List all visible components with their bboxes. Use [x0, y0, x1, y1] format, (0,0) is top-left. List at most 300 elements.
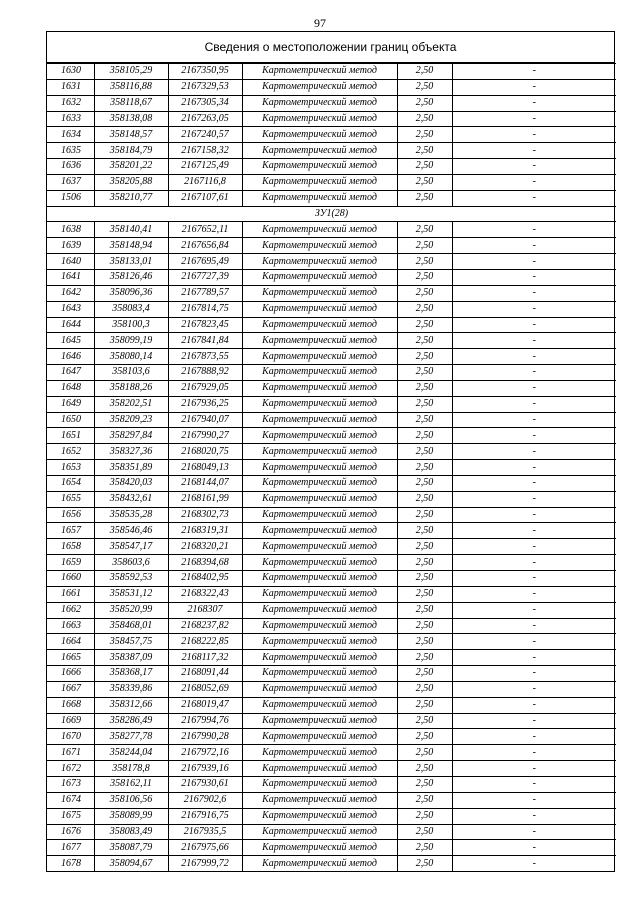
tolerance-cell: -	[452, 396, 616, 412]
tolerance-cell: -	[452, 222, 616, 238]
method-cell: Картометрический метод	[242, 681, 397, 697]
x-coordinate-cell: 358103,6	[94, 365, 168, 381]
x-coordinate-cell: 358100,3	[94, 317, 168, 333]
point-number-cell: 1642	[47, 285, 94, 301]
x-coordinate-cell: 358188,26	[94, 380, 168, 396]
x-coordinate-cell: 358286,49	[94, 713, 168, 729]
precision-cell: 2,50	[397, 365, 452, 381]
coordinates-table	[47, 63, 616, 871]
x-coordinate-cell: 358201,22	[94, 159, 168, 175]
precision-cell: 2,50	[397, 269, 452, 285]
table-row	[47, 380, 616, 396]
tolerance-cell: -	[452, 460, 616, 476]
table-row	[47, 333, 616, 349]
table-row	[47, 365, 616, 381]
method-cell: Картометрический метод	[242, 317, 397, 333]
tolerance-cell: -	[452, 380, 616, 396]
precision-cell: 2,50	[397, 856, 452, 871]
y-coordinate-cell: 2167935,5	[168, 824, 242, 840]
y-coordinate-cell: 2167841,84	[168, 333, 242, 349]
x-coordinate-cell: 358140,41	[94, 222, 168, 238]
precision-cell: 2,50	[397, 444, 452, 460]
precision-cell: 2,50	[397, 713, 452, 729]
precision-cell: 2,50	[397, 64, 452, 80]
y-coordinate-cell: 2167350,95	[168, 64, 242, 80]
x-coordinate-cell: 358387,09	[94, 650, 168, 666]
y-coordinate-cell: 2167329,53	[168, 79, 242, 95]
table-row	[47, 301, 616, 317]
x-coordinate-cell: 358148,94	[94, 238, 168, 254]
table-row	[47, 729, 616, 745]
tolerance-cell: -	[452, 143, 616, 159]
y-coordinate-cell: 2167888,92	[168, 365, 242, 381]
table-row	[47, 618, 616, 634]
method-cell: Картометрический метод	[242, 697, 397, 713]
precision-cell: 2,50	[397, 222, 452, 238]
point-number-cell: 1638	[47, 222, 94, 238]
precision-cell: 2,50	[397, 571, 452, 587]
point-number-cell: 1506	[47, 190, 94, 206]
method-cell: Картометрический метод	[242, 586, 397, 602]
precision-cell: 2,50	[397, 412, 452, 428]
precision-cell: 2,50	[397, 507, 452, 523]
y-coordinate-cell: 2167930,61	[168, 776, 242, 792]
point-number-cell: 1639	[47, 238, 94, 254]
point-number-cell: 1653	[47, 460, 94, 476]
precision-cell: 2,50	[397, 254, 452, 270]
table-row	[47, 222, 616, 238]
tolerance-cell: -	[452, 254, 616, 270]
tolerance-cell: -	[452, 428, 616, 444]
method-cell: Картометрический метод	[242, 856, 397, 871]
y-coordinate-cell: 2168320,21	[168, 539, 242, 555]
point-number-cell: 1641	[47, 269, 94, 285]
precision-cell: 2,50	[397, 650, 452, 666]
x-coordinate-cell: 358209,23	[94, 412, 168, 428]
x-coordinate-cell: 358080,14	[94, 349, 168, 365]
x-coordinate-cell: 358148,57	[94, 127, 168, 143]
tolerance-cell: -	[452, 697, 616, 713]
tolerance-cell: -	[452, 681, 616, 697]
method-cell: Картометрический метод	[242, 365, 397, 381]
table-row	[47, 808, 616, 824]
x-coordinate-cell: 358106,56	[94, 792, 168, 808]
point-number-cell: 1672	[47, 761, 94, 777]
x-coordinate-cell: 358327,36	[94, 444, 168, 460]
tolerance-cell: -	[452, 618, 616, 634]
precision-cell: 2,50	[397, 634, 452, 650]
table-row	[47, 681, 616, 697]
table-row	[47, 792, 616, 808]
point-number-cell: 1665	[47, 650, 94, 666]
y-coordinate-cell: 2168161,99	[168, 491, 242, 507]
point-number-cell: 1643	[47, 301, 94, 317]
tolerance-cell: -	[452, 776, 616, 792]
point-number-cell: 1637	[47, 174, 94, 190]
method-cell: Картометрический метод	[242, 745, 397, 761]
y-coordinate-cell: 2168020,75	[168, 444, 242, 460]
tolerance-cell: -	[452, 64, 616, 80]
point-number-cell: 1659	[47, 555, 94, 571]
y-coordinate-cell: 2167656,84	[168, 238, 242, 254]
point-number-cell: 1676	[47, 824, 94, 840]
tolerance-cell: -	[452, 444, 616, 460]
x-coordinate-cell: 358094,67	[94, 856, 168, 871]
table-row	[47, 491, 616, 507]
tolerance-cell: -	[452, 840, 616, 856]
x-coordinate-cell: 358520,99	[94, 602, 168, 618]
tolerance-cell: -	[452, 824, 616, 840]
precision-cell: 2,50	[397, 190, 452, 206]
point-number-cell: 1634	[47, 127, 94, 143]
method-cell: Картометрический метод	[242, 555, 397, 571]
method-cell: Картометрический метод	[242, 159, 397, 175]
y-coordinate-cell: 2168019,47	[168, 697, 242, 713]
y-coordinate-cell: 2168402,95	[168, 571, 242, 587]
x-coordinate-cell: 358162,11	[94, 776, 168, 792]
y-coordinate-cell: 2168302,73	[168, 507, 242, 523]
table-row	[47, 428, 616, 444]
precision-cell: 2,50	[397, 729, 452, 745]
point-number-cell: 1656	[47, 507, 94, 523]
x-coordinate-cell: 358603,6	[94, 555, 168, 571]
precision-cell: 2,50	[397, 79, 452, 95]
table-row	[47, 697, 616, 713]
table-row	[47, 713, 616, 729]
tolerance-cell: -	[452, 856, 616, 871]
x-coordinate-cell: 358277,78	[94, 729, 168, 745]
table-row	[47, 79, 616, 95]
tolerance-cell: -	[452, 269, 616, 285]
table-row	[47, 174, 616, 190]
x-coordinate-cell: 358096,36	[94, 285, 168, 301]
tolerance-cell: -	[452, 555, 616, 571]
point-number-cell: 1677	[47, 840, 94, 856]
method-cell: Картометрический метод	[242, 285, 397, 301]
y-coordinate-cell: 2167994,76	[168, 713, 242, 729]
x-coordinate-cell: 358535,28	[94, 507, 168, 523]
tolerance-cell: -	[452, 808, 616, 824]
precision-cell: 2,50	[397, 380, 452, 396]
tolerance-cell: -	[452, 475, 616, 491]
tolerance-cell: -	[452, 174, 616, 190]
table-row	[47, 254, 616, 270]
y-coordinate-cell: 2167240,57	[168, 127, 242, 143]
table-row	[47, 571, 616, 587]
point-number-cell: 1667	[47, 681, 94, 697]
table-row	[47, 634, 616, 650]
x-coordinate-cell: 358210,77	[94, 190, 168, 206]
point-number-cell: 1646	[47, 349, 94, 365]
table-row	[47, 555, 616, 571]
method-cell: Картометрический метод	[242, 792, 397, 808]
method-cell: Картометрический метод	[242, 776, 397, 792]
y-coordinate-cell: 2167972,16	[168, 745, 242, 761]
y-coordinate-cell: 2167916,75	[168, 808, 242, 824]
y-coordinate-cell: 2167789,57	[168, 285, 242, 301]
point-number-cell: 1640	[47, 254, 94, 270]
table-row	[47, 507, 616, 523]
point-number-cell: 1675	[47, 808, 94, 824]
y-coordinate-cell: 2167116,8	[168, 174, 242, 190]
x-coordinate-cell: 358368,17	[94, 666, 168, 682]
table-row	[47, 666, 616, 682]
x-coordinate-cell: 358339,86	[94, 681, 168, 697]
tolerance-cell: -	[452, 729, 616, 745]
point-number-cell: 1650	[47, 412, 94, 428]
x-coordinate-cell: 358089,99	[94, 808, 168, 824]
tolerance-cell: -	[452, 539, 616, 555]
method-cell: Картометрический метод	[242, 475, 397, 491]
x-coordinate-cell: 358592,53	[94, 571, 168, 587]
x-coordinate-cell: 358531,12	[94, 586, 168, 602]
point-number-cell: 1654	[47, 475, 94, 491]
point-number-cell: 1657	[47, 523, 94, 539]
x-coordinate-cell: 358546,46	[94, 523, 168, 539]
precision-cell: 2,50	[397, 428, 452, 444]
point-number-cell: 1644	[47, 317, 94, 333]
x-coordinate-cell: 358420,03	[94, 475, 168, 491]
point-number-cell: 1648	[47, 380, 94, 396]
table-row	[47, 602, 616, 618]
coordinates-table-body	[47, 64, 616, 872]
y-coordinate-cell: 2167999,72	[168, 856, 242, 871]
tolerance-cell: -	[452, 602, 616, 618]
y-coordinate-cell: 2167107,61	[168, 190, 242, 206]
method-cell: Картометрический метод	[242, 840, 397, 856]
y-coordinate-cell: 2167939,16	[168, 761, 242, 777]
tolerance-cell: -	[452, 95, 616, 111]
tolerance-cell: -	[452, 333, 616, 349]
method-cell: Картометрический метод	[242, 507, 397, 523]
point-number-cell: 1655	[47, 491, 94, 507]
precision-cell: 2,50	[397, 697, 452, 713]
precision-cell: 2,50	[397, 808, 452, 824]
y-coordinate-cell: 2168144,07	[168, 475, 242, 491]
precision-cell: 2,50	[397, 238, 452, 254]
tolerance-cell: -	[452, 365, 616, 381]
tolerance-cell: -	[452, 761, 616, 777]
precision-cell: 2,50	[397, 776, 452, 792]
method-cell: Картометрический метод	[242, 539, 397, 555]
precision-cell: 2,50	[397, 745, 452, 761]
x-coordinate-cell: 358116,88	[94, 79, 168, 95]
y-coordinate-cell: 2167305,34	[168, 95, 242, 111]
method-cell: Картометрический метод	[242, 79, 397, 95]
method-cell: Картометрический метод	[242, 380, 397, 396]
precision-cell: 2,50	[397, 333, 452, 349]
y-coordinate-cell: 2168117,32	[168, 650, 242, 666]
table-row	[47, 460, 616, 476]
precision-cell: 2,50	[397, 523, 452, 539]
precision-cell: 2,50	[397, 475, 452, 491]
precision-cell: 2,50	[397, 761, 452, 777]
x-coordinate-cell: 358205,88	[94, 174, 168, 190]
table-row	[47, 840, 616, 856]
y-coordinate-cell: 2168091,44	[168, 666, 242, 682]
x-coordinate-cell: 358297,84	[94, 428, 168, 444]
tolerance-cell: -	[452, 111, 616, 127]
method-cell: Картометрический метод	[242, 95, 397, 111]
tolerance-cell: -	[452, 317, 616, 333]
method-cell: Картометрический метод	[242, 634, 397, 650]
x-coordinate-cell: 358099,19	[94, 333, 168, 349]
precision-cell: 2,50	[397, 681, 452, 697]
x-coordinate-cell: 358105,29	[94, 64, 168, 80]
tolerance-cell: -	[452, 190, 616, 206]
precision-cell: 2,50	[397, 159, 452, 175]
tolerance-cell: -	[452, 634, 616, 650]
point-number-cell: 1668	[47, 697, 94, 713]
x-coordinate-cell: 358312,66	[94, 697, 168, 713]
precision-cell: 2,50	[397, 95, 452, 111]
y-coordinate-cell: 2167990,28	[168, 729, 242, 745]
method-cell: Картометрический метод	[242, 269, 397, 285]
method-cell: Картометрический метод	[242, 333, 397, 349]
table-row	[47, 143, 616, 159]
tolerance-cell: -	[452, 713, 616, 729]
method-cell: Картометрический метод	[242, 444, 397, 460]
x-coordinate-cell: 358244,04	[94, 745, 168, 761]
point-number-cell: 1662	[47, 602, 94, 618]
method-cell: Картометрический метод	[242, 428, 397, 444]
method-cell: Картометрический метод	[242, 349, 397, 365]
method-cell: Картометрический метод	[242, 127, 397, 143]
method-cell: Картометрический метод	[242, 571, 397, 587]
y-coordinate-cell: 2167125,49	[168, 159, 242, 175]
table-row	[47, 238, 616, 254]
point-number-cell: 1670	[47, 729, 94, 745]
table-row	[47, 586, 616, 602]
precision-cell: 2,50	[397, 285, 452, 301]
precision-cell: 2,50	[397, 143, 452, 159]
tolerance-cell: -	[452, 507, 616, 523]
method-cell: Картометрический метод	[242, 491, 397, 507]
tolerance-cell: -	[452, 586, 616, 602]
tolerance-cell: -	[452, 523, 616, 539]
table-row	[47, 269, 616, 285]
point-number-cell: 1630	[47, 64, 94, 80]
x-coordinate-cell: 358133,01	[94, 254, 168, 270]
method-cell: Картометрический метод	[242, 460, 397, 476]
tolerance-cell: -	[452, 650, 616, 666]
y-coordinate-cell: 2167814,75	[168, 301, 242, 317]
point-number-cell: 1674	[47, 792, 94, 808]
y-coordinate-cell: 2167936,25	[168, 396, 242, 412]
method-cell: Картометрический метод	[242, 618, 397, 634]
table-row	[47, 64, 616, 80]
table-row	[47, 159, 616, 175]
method-cell: Картометрический метод	[242, 111, 397, 127]
precision-cell: 2,50	[397, 602, 452, 618]
tolerance-cell: -	[452, 238, 616, 254]
y-coordinate-cell: 2167263,05	[168, 111, 242, 127]
tolerance-cell: -	[452, 301, 616, 317]
table-row	[47, 475, 616, 491]
page-number: 97	[314, 16, 326, 30]
group-header-row	[47, 206, 616, 222]
y-coordinate-cell: 2167727,39	[168, 269, 242, 285]
point-number-cell: 1666	[47, 666, 94, 682]
point-number-cell: 1664	[47, 634, 94, 650]
method-cell: Картометрический метод	[242, 602, 397, 618]
y-coordinate-cell: 2168319,31	[168, 523, 242, 539]
method-cell: Картометрический метод	[242, 143, 397, 159]
point-number-cell: 1673	[47, 776, 94, 792]
y-coordinate-cell: 2168052,69	[168, 681, 242, 697]
point-number-cell: 1649	[47, 396, 94, 412]
precision-cell: 2,50	[397, 174, 452, 190]
y-coordinate-cell: 2168322,43	[168, 586, 242, 602]
tolerance-cell: -	[452, 159, 616, 175]
x-coordinate-cell: 358547,17	[94, 539, 168, 555]
x-coordinate-cell: 358126,46	[94, 269, 168, 285]
point-number-cell: 1663	[47, 618, 94, 634]
precision-cell: 2,50	[397, 111, 452, 127]
point-number-cell: 1647	[47, 365, 94, 381]
y-coordinate-cell: 2167902,6	[168, 792, 242, 808]
x-coordinate-cell: 358468,01	[94, 618, 168, 634]
table-row	[47, 824, 616, 840]
y-coordinate-cell: 2167929,05	[168, 380, 242, 396]
method-cell: Картометрический метод	[242, 650, 397, 666]
point-number-cell: 1633	[47, 111, 94, 127]
method-cell: Картометрический метод	[242, 396, 397, 412]
precision-cell: 2,50	[397, 349, 452, 365]
y-coordinate-cell: 2167975,66	[168, 840, 242, 856]
point-number-cell: 1652	[47, 444, 94, 460]
method-cell: Картометрический метод	[242, 222, 397, 238]
document-title: Сведения о местоположении границ объекта	[47, 32, 614, 63]
method-cell: Картометрический метод	[242, 761, 397, 777]
x-coordinate-cell: 358178,8	[94, 761, 168, 777]
tolerance-cell: -	[452, 491, 616, 507]
precision-cell: 2,50	[397, 824, 452, 840]
y-coordinate-cell: 2167695,49	[168, 254, 242, 270]
method-cell: Картометрический метод	[242, 523, 397, 539]
tolerance-cell: -	[452, 412, 616, 428]
table-row	[47, 856, 616, 871]
y-coordinate-cell: 2167652,11	[168, 222, 242, 238]
y-coordinate-cell: 2168222,85	[168, 634, 242, 650]
point-number-cell: 1671	[47, 745, 94, 761]
table-row	[47, 523, 616, 539]
tolerance-cell: -	[452, 285, 616, 301]
table-row	[47, 127, 616, 143]
table-row	[47, 95, 616, 111]
method-cell: Картометрический метод	[242, 412, 397, 428]
x-coordinate-cell: 358432,61	[94, 491, 168, 507]
method-cell: Картометрический метод	[242, 174, 397, 190]
point-number-cell: 1635	[47, 143, 94, 159]
precision-cell: 2,50	[397, 555, 452, 571]
table-row	[47, 412, 616, 428]
point-number-cell: 1645	[47, 333, 94, 349]
method-cell: Картометрический метод	[242, 808, 397, 824]
x-coordinate-cell: 358457,75	[94, 634, 168, 650]
precision-cell: 2,50	[397, 491, 452, 507]
point-number-cell: 1658	[47, 539, 94, 555]
x-coordinate-cell: 358118,67	[94, 95, 168, 111]
point-number-cell: 1651	[47, 428, 94, 444]
tolerance-cell: -	[452, 792, 616, 808]
method-cell: Картометрический метод	[242, 713, 397, 729]
method-cell: Картометрический метод	[242, 190, 397, 206]
y-coordinate-cell: 2168394,68	[168, 555, 242, 571]
method-cell: Картометрический метод	[242, 238, 397, 254]
table-row	[47, 444, 616, 460]
table-row	[47, 396, 616, 412]
